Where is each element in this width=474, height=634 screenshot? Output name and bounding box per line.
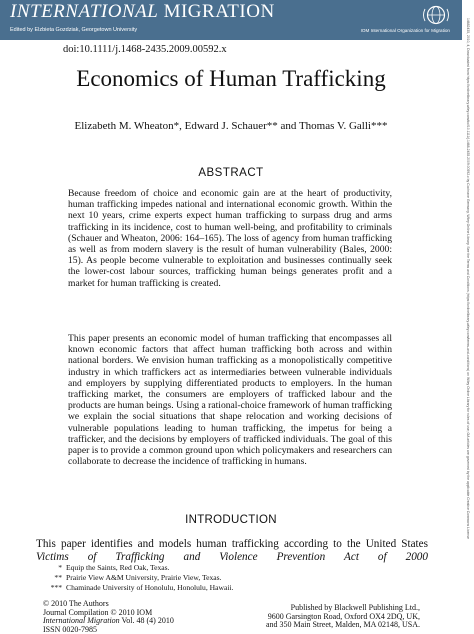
footnote-mark: *** bbox=[38, 583, 62, 593]
footnote-1 bbox=[38, 563, 233, 573]
journal-title bbox=[10, 1, 275, 23]
journal-title-word-1: INTERNATIONAL bbox=[10, 1, 158, 22]
copyright-block bbox=[43, 600, 174, 634]
publisher-block bbox=[266, 604, 420, 630]
iom-globe-logo-icon bbox=[421, 4, 451, 26]
footnote-mark: * bbox=[38, 563, 62, 573]
journal-compilation-line: Journal Compilation © 2010 IOM bbox=[43, 609, 174, 618]
download-watermark-sidebar bbox=[463, 0, 474, 632]
publisher-organization: IOM International Organization for Migration bbox=[361, 28, 450, 33]
footnote-text: Chaminade University of Honolulu, Honolulu, Hawaii. bbox=[66, 583, 233, 592]
journal-volume: Vol. 48 (4) 2010 bbox=[120, 616, 174, 625]
footnote-2 bbox=[38, 573, 233, 583]
introduction-text bbox=[36, 538, 428, 564]
introduction-heading: INTRODUCTION bbox=[0, 514, 462, 526]
abstract-paragraph-2: This paper presents an economic model of human trafficking that encompasses all known economic factors that affect human trafficking both across and within national borders. We envision human trafficking as a monopolistically competitive industry in which traffickers act as intermediaries between vulnerable individuals and employers by supplying differentiated products to employers. In the human trafficking market, the consumers are employers of trafficked labour and the products are human beings. Using a rational-choice framework of human trafficking we explain the social situations that shape relocation and working decisions of vulnerable populations leading to human trafficking, the impetus for being a trafficker, and the decisions by employers of trafficked individuals. The goal of this paper is to provide a common ground upon which policymakers and researchers can collaborate to decrease the incidence of trafficking in humans. bbox=[68, 333, 392, 467]
footnote-text: Equip the Saints, Red Oak, Texas. bbox=[66, 563, 170, 572]
footnote-text: Prairie View A&M University, Prairie View, Texas. bbox=[66, 573, 222, 582]
publisher-line-3: and 350 Main Street, Malden, MA 02148, USA. bbox=[266, 621, 420, 630]
journal-header-banner bbox=[0, 0, 462, 40]
journal-name: International Migration bbox=[43, 616, 120, 625]
footnote-mark: ** bbox=[38, 573, 62, 583]
introduction-text-act-title: Victims of Trafficking and Violence Prevention Act of 2000 bbox=[36, 551, 428, 563]
journal-title-word-2: MIGRATION bbox=[164, 1, 275, 22]
publisher-line-1: Published by Blackwell Publishing Ltd., bbox=[266, 604, 420, 613]
footnotes bbox=[38, 563, 233, 593]
copyright-line: © 2010 The Authors bbox=[43, 600, 174, 609]
article-doi[interactable]: doi:10.1111/j.1468-2435.2009.00592.x bbox=[63, 44, 227, 55]
article-title: Economics of Human Trafficking bbox=[0, 66, 462, 92]
abstract-paragraph-1: Because freedom of choice and economic gain are at the heart of productivity, human trafficking impedes national and international economic growth. Within the next 10 years, crime experts expect human trafficking to surpass drug and arms trafficking in its incidence, cost to human well-being, and profitability to criminals (Schauer and Wheaton, 2006: 164–165). The loss of agency from human trafficking as well as from modern slavery is the result of human vulnerability (Bales, 2000: 15). As people become vulnerable to exploitation and businesses continually seek the lower-cost labour sources, trafficking human beings generates profit and a market for human trafficking is created. bbox=[68, 188, 392, 289]
journal-editor: Edited by Elzbieta Gozdziak, Georgetown University bbox=[10, 27, 137, 33]
article-authors: Elizabeth M. Wheaton*, Edward J. Schauer** and Thomas V. Galli*** bbox=[0, 120, 462, 132]
issn-line: ISSN 0020-7985 bbox=[43, 626, 174, 634]
abstract-heading: ABSTRACT bbox=[0, 167, 462, 179]
publisher-line-2: 9600 Garsington Road, Oxford OX4 2DQ, UK, bbox=[266, 613, 420, 622]
download-watermark-text: 14682435, 2010, 4, Downloaded from https://onlinelibrary.wiley.com/doi/10.1111/j.1468-2435.2009.00592.x by Cochrane Germany, Wiley Online Library. See the Terms and Conditions (https://onlinelibrary.wiley.com/terms-and-conditions) on Wiley Online Library for rules of use; OA articles are governed by the applicable Creative Commons License bbox=[466, 18, 470, 539]
introduction-text-plain: This paper identifies and models human trafficking according to the United States bbox=[36, 538, 428, 550]
footnote-3 bbox=[38, 583, 233, 593]
